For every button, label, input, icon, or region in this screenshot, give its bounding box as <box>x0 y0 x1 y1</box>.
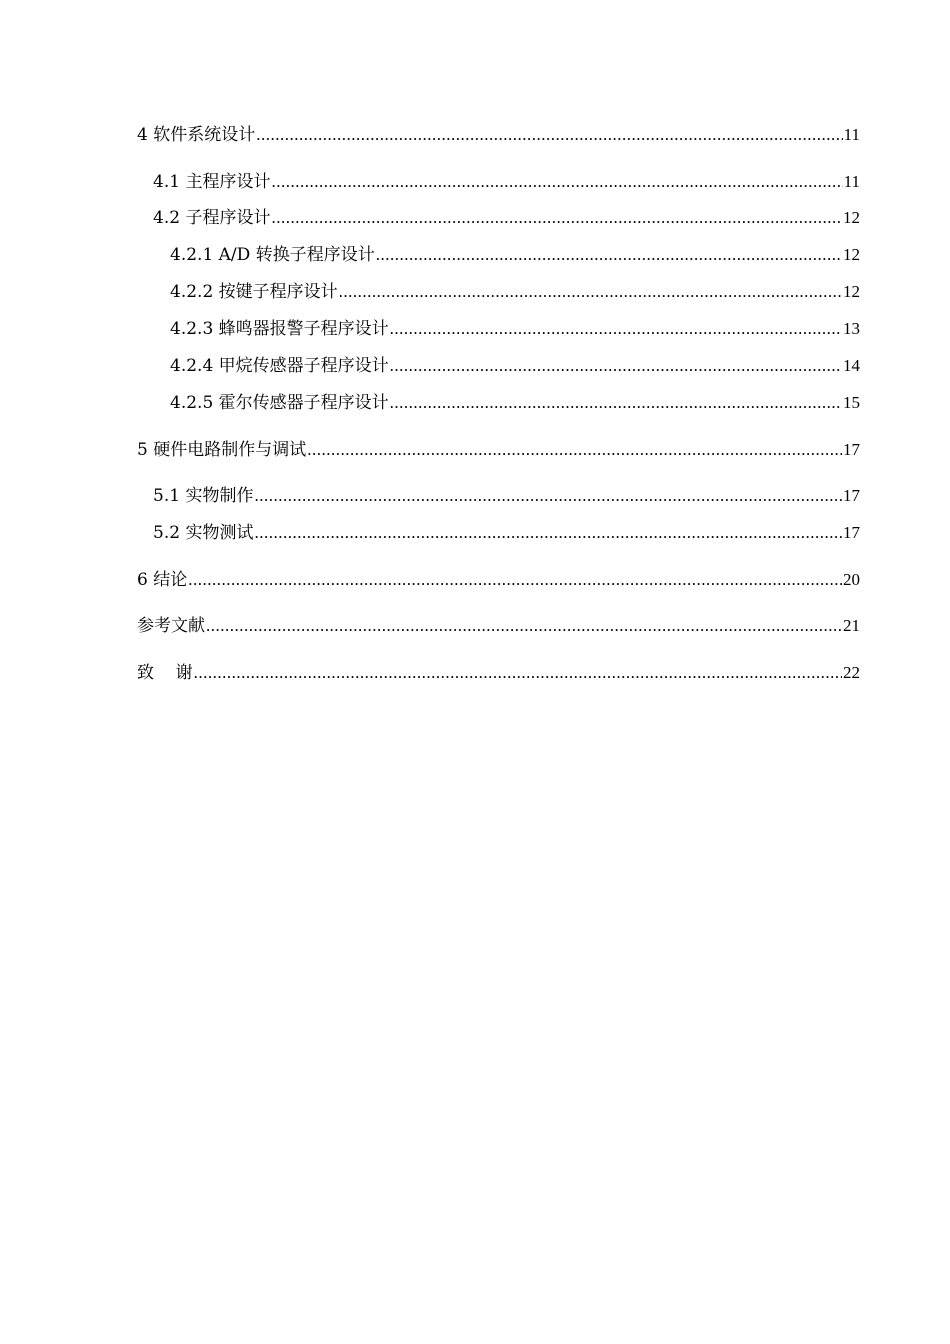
toc-entry-label: 5.2 实物测试 <box>153 523 254 543</box>
toc-leader-dots <box>188 570 842 590</box>
toc-page-number: 12 <box>843 208 860 227</box>
toc-entry-references[interactable] <box>137 611 860 636</box>
toc-entry-6[interactable] <box>137 565 860 590</box>
toc-entry-label: 参考文献 <box>137 616 205 636</box>
toc-page-number: 17 <box>843 440 860 459</box>
toc-page-number: 22 <box>843 663 860 682</box>
toc-entry-5-1[interactable] <box>137 481 860 506</box>
toc-leader-dots <box>376 245 842 265</box>
toc-page-number: 13 <box>843 319 860 338</box>
toc-leader-dots <box>254 523 842 543</box>
toc-entry-4-2-5[interactable] <box>137 388 860 413</box>
toc-entry-label: 4 软件系统设计 <box>137 125 256 145</box>
toc-page-number: 20 <box>843 570 860 589</box>
toc-page-number: 11 <box>843 125 860 144</box>
toc-leader-dots <box>307 440 842 460</box>
toc-page-number: 17 <box>843 486 860 505</box>
toc-entry-label: 4.1 主程序设计 <box>153 172 271 192</box>
toc-leader-dots <box>194 663 842 683</box>
toc-entry-5[interactable] <box>137 435 860 460</box>
toc-entry-label: 5.1 实物制作 <box>153 486 254 506</box>
toc-entry-5-2[interactable] <box>137 518 860 543</box>
toc-entry-4-2-4[interactable] <box>137 351 860 376</box>
toc-page-number: 17 <box>843 523 860 542</box>
toc-entry-label: 6 结论 <box>137 570 188 590</box>
toc-page-number: 12 <box>843 245 860 264</box>
toc-leader-dots <box>271 172 842 192</box>
toc-page-number: 15 <box>843 393 860 412</box>
toc-entry-4[interactable] <box>137 120 860 145</box>
toc-entry-label: 4.2.1 A/D 转换子程序设计 <box>170 245 375 265</box>
toc-entry-4-2-3[interactable] <box>137 314 860 339</box>
toc-leader-dots <box>390 393 842 413</box>
toc-leader-dots <box>206 616 842 636</box>
toc-entry-label: 4.2.3 蜂鸣器报警子程序设计 <box>170 319 389 339</box>
toc-entry-4-1[interactable] <box>137 167 860 192</box>
toc-leader-dots <box>390 356 842 376</box>
toc-leader-dots <box>254 486 842 506</box>
toc-leader-dots <box>339 282 842 302</box>
toc-entry-label: 5 硬件电路制作与调试 <box>137 440 307 460</box>
toc-leader-dots <box>271 208 842 228</box>
toc-page-number: 21 <box>843 616 860 635</box>
toc-page-number: 12 <box>843 282 860 301</box>
toc-page-number: 11 <box>843 172 860 191</box>
toc-entry-label: 4.2 子程序设计 <box>153 208 271 228</box>
toc-entry-4-2-2[interactable] <box>137 277 860 302</box>
toc-entry-acknowledgements[interactable] <box>137 658 860 683</box>
toc-entry-4-2[interactable] <box>137 203 860 228</box>
toc-leader-dots <box>256 125 842 145</box>
toc-leader-dots <box>390 319 842 339</box>
toc-entry-label: 4.2.2 按键子程序设计 <box>170 282 338 302</box>
toc-entry-label: 致 谢 <box>137 663 193 683</box>
toc-page-number: 14 <box>843 356 860 375</box>
toc-entry-label: 4.2.4 甲烷传感器子程序设计 <box>170 356 389 376</box>
toc-entry-label: 4.2.5 霍尔传感器子程序设计 <box>170 393 389 413</box>
toc-entry-4-2-1[interactable] <box>137 240 860 265</box>
